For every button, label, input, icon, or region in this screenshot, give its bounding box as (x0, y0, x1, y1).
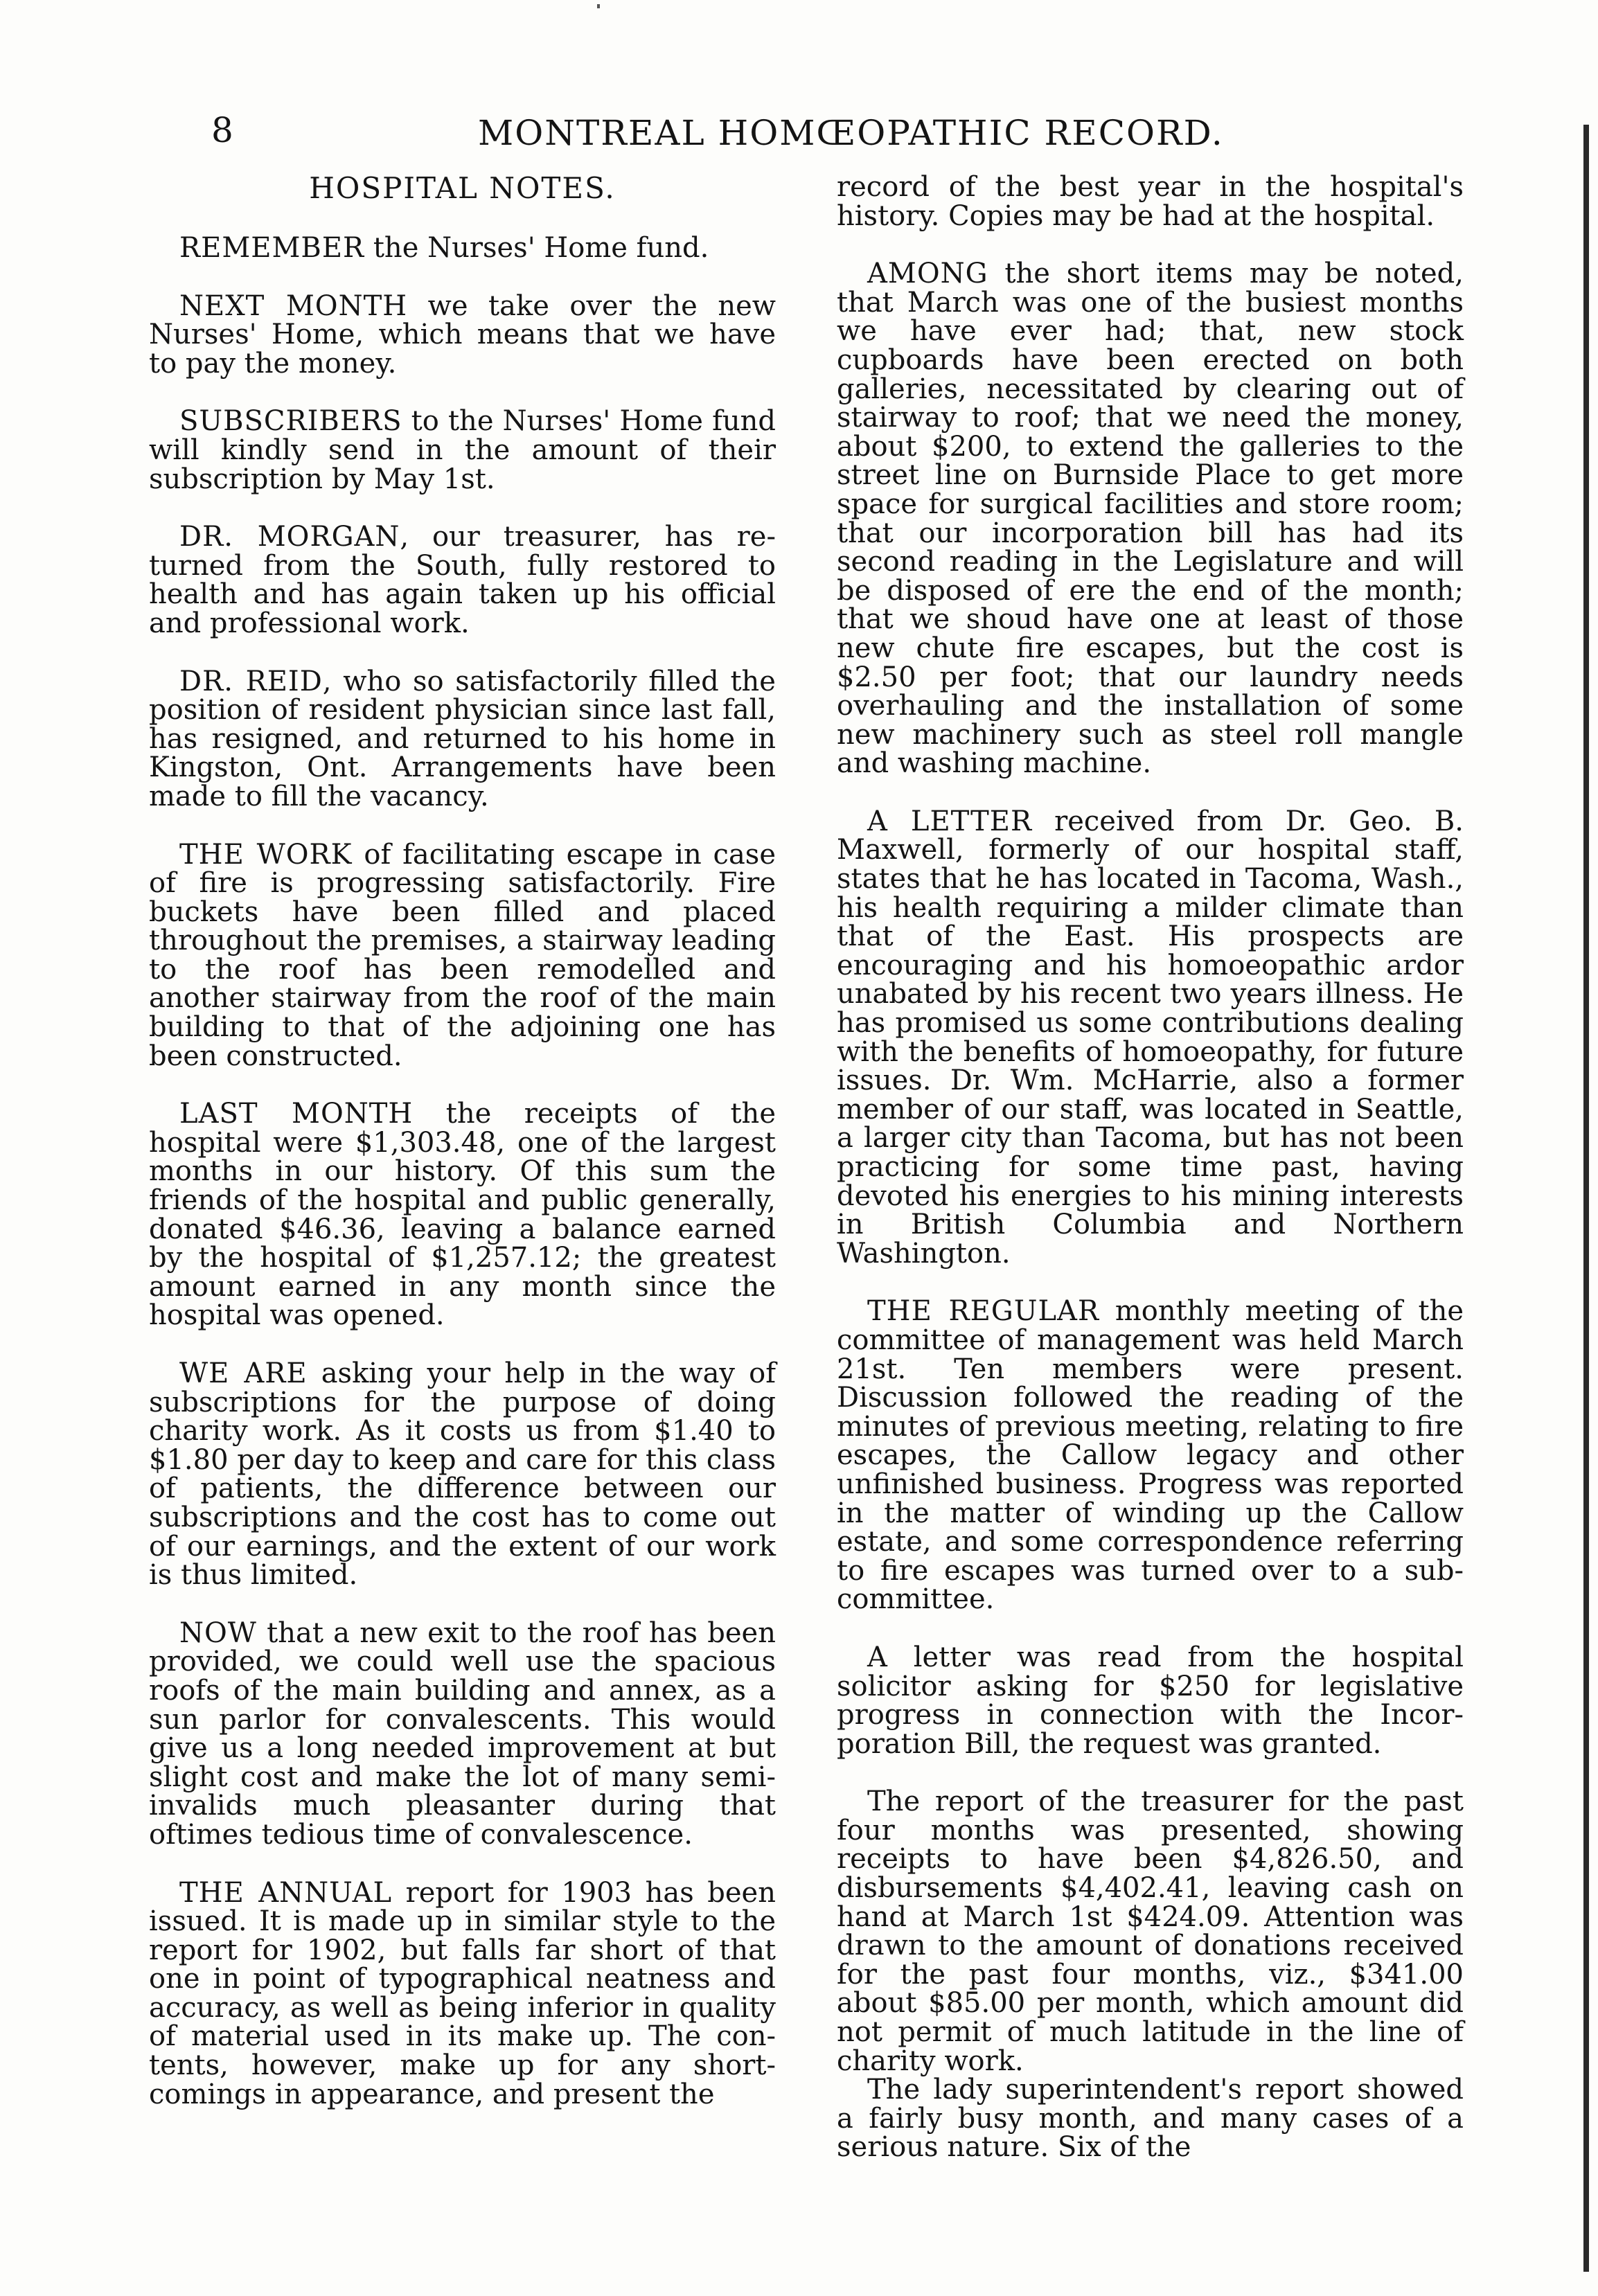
paragraph-lead: NEXT MONTH (179, 290, 408, 322)
paragraph-lead: THE ANNUAL (179, 1876, 393, 1909)
paragraph (149, 523, 776, 638)
paragraph-text: , who so satisfactorily filled the position of resident physician since last fall, has resigned, and returned to his home in Kingston, Ont. Arrangements have been made to fill the vacancy. (149, 665, 776, 812)
paragraph (149, 407, 776, 494)
paragraph (149, 1876, 776, 2110)
paragraph-lead: A LETTER (867, 805, 1033, 837)
paragraph-lead: LAST MONTH (179, 1098, 414, 1130)
paragraph-lead: DR. MORGAN (179, 521, 400, 553)
paragraph (837, 1641, 1464, 1760)
paragraph (149, 838, 776, 1072)
paragraph (149, 665, 776, 812)
paragraph-text: the short items may be noted, that March was one of the busiest months we have ever had; that, new stock cupboards have been erected on both galleries, necessitated by clearing out of stairway to roof; that we need the money, about $200, to extend the galleries to the street line on Burnside Place to get more space for surgical facilities and store room; that our incorporation bill has had its second reading in the Legislature and will be disposed of ere the end of the month; that we shoud have one at least of those new chute fire escapes, but the cost is $2.50 per foot; that our laundry needs overhauling and the installation of some new machinery such as steel roll mangle and washing machine. (837, 258, 1464, 780)
paragraph (837, 2076, 1464, 2162)
paragraph (837, 260, 1464, 778)
paragraph (149, 1619, 776, 1850)
paragraph-lead: THE REGULAR (867, 1295, 1100, 1328)
paragraph-text: The lady superintendent's report showed a fairly busy month, and many cases of a serious nature. Six of the (837, 2074, 1464, 2164)
paragraph-text: the receipts of the hospital were $1,303.48, one of the largest months in our history. Of this sum the friends of the hospital and public generally, donated $46.36, leaving a balance earned by the hospital of $1,257.12; the greatest amount earned in any month since the hospital was opened. (149, 1098, 776, 1332)
paragraph-text: The report of the treasurer for the past four months was presented, showing receipts to have been $4,826.50, and disbursements $4,402.41, leaving cash on hand at March 1st $424.09. Attention was drawn to the amount of donations received for the past four months, viz., $341.00 about $85.00 per month, which amount did not permit of much latitude in the line of charity work. (837, 1786, 1464, 2077)
left-paragraphs (149, 234, 776, 2109)
paragraph-lead: WE ARE (179, 1358, 308, 1389)
paragraph (837, 1788, 1464, 2076)
paragraph-text: to the Nurses' Home fund will kindly send in the amount of their subscription by May 1st. (149, 405, 776, 495)
right-paragraphs (837, 173, 1464, 2162)
paragraph (149, 292, 776, 379)
print-speck (597, 4, 600, 8)
paragraph-lead: REMEMBER (179, 232, 365, 264)
paragraph-text: received from Dr. Geo. B. Maxwell, formerly of our hospital staff, states that he has located in Tacoma, Wash., his health requiring a milder climate than that of the East. His prospects are encouraging and his homoeopathic ardor unabated by his recent two years illness. He has promised us some contributions dealing with the benefits of homoeopathy, for future issues. Dr. Wm. McHarrie, also a former member of our staff, was located in Seattle, a larger city than Tacoma, but has not been practicing for some time past, having devoted his energies to his mining interests in British Columbia and Northern Washington. (837, 805, 1464, 1270)
binding-edge (1583, 125, 1589, 2272)
paragraph (837, 173, 1464, 231)
running-head: MONTREAL HOMŒOPATHIC RECORD. (478, 113, 1224, 153)
paragraph-text: that a new exit to the roof has been provided, we could well use the spacious roofs of the main building and annex, as a sun parlor for convalescents. This would give us a long needed improvement at but slight cost and make the lot of many semi-invalids much pleasanter during that oftimes tedious time of convalescence. (149, 1617, 776, 1851)
paragraph-lead: SUBSCRIBERS (179, 405, 402, 438)
right-column (837, 173, 1464, 2191)
paragraph-text: A letter was read from the hospital solicitor asking for $250 for legislative progress in connection with the Incorporation Bill, the request was granted. (837, 1641, 1464, 1760)
paragraph-lead: DR. REID (179, 665, 323, 697)
paragraph (837, 1297, 1464, 1614)
paragraph-text: monthly meeting of the committee of management was held March 21st. Ten members were present. Discussion followed the reading of the minutes of previous meeting, relating to fire escapes, the Callow legacy and other unfinished business. Progress was reported in the matter of winding up the Callow estate, and some correspondence referring to fire escapes was turned over to a sub-committee. (837, 1295, 1464, 1616)
paragraph-text: , our treasurer, has returned from the South, fully restored to health and has again taken up his official and professional work. (149, 521, 776, 639)
paragraph-text: we take over the new Nurses' Home, which means that we have to pay the money. (149, 290, 776, 380)
paragraph-text: record of the best year in the hospital's history. Copies may be had at the hospital. (837, 171, 1464, 232)
section-title: HOSPITAL NOTES. (309, 171, 616, 205)
paragraph-text: of facilitating escape in case of fire is progressing satisfactorily. Fire buckets have been filled and placed throughout the premises, a stairway leading to the roof has been remodelled and another stairway from the roof of the main building to that of the adjoining one has been constructed. (149, 838, 776, 1072)
page-number: 8 (211, 110, 233, 150)
paragraph-lead: AMONG (867, 258, 988, 290)
paragraph-text: the Nurses' Home fund. (364, 232, 709, 264)
paragraph-lead: NOW (179, 1617, 257, 1649)
paragraph-text: asking your help in the way of subscriptions for the purpose of doing charity work. As it costs us from $1.40 to $1.80 per day to keep and care for this class of patients, the difference between our subscriptions and the cost has to come out of our earnings, and the extent of our work is thus limited. (149, 1358, 776, 1592)
paragraph-text: report for 1903 has been issued. It is made up in similar style to the report for 1902, but falls far short of that one in point of typographical neatness and accuracy, as well as being inferior in quality of material used in its make up. The contents, however, make up for any shortcomings in appearance, and present the (149, 1876, 776, 2110)
paragraph (149, 1360, 776, 1590)
paragraph (149, 234, 776, 263)
left-column (149, 173, 776, 2138)
paragraph (149, 1100, 776, 1331)
paragraph (837, 805, 1464, 1270)
paragraph-lead: THE WORK (179, 838, 353, 871)
